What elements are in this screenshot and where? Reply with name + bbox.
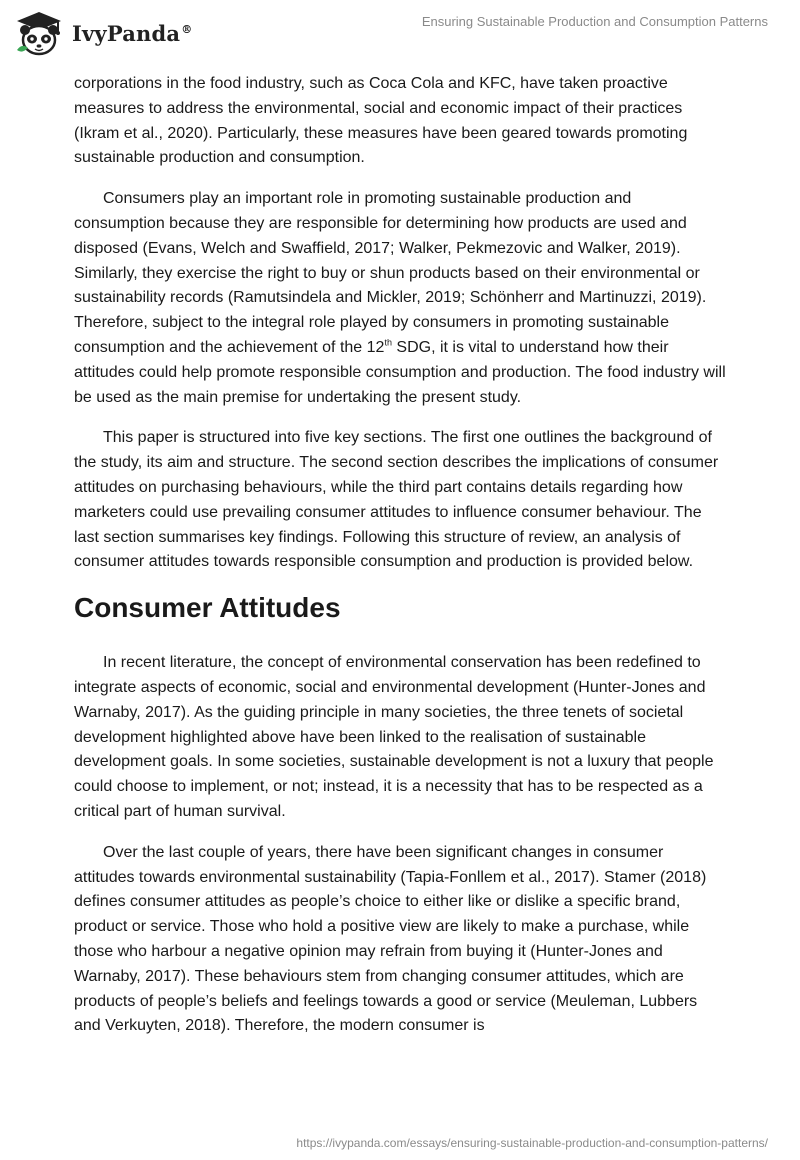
page-header	[0, 0, 800, 70]
source-url-link[interactable]: https://ivypanda.com/essays/ensuring-sustainable-production-and-consumption-patterns/	[296, 1136, 768, 1150]
site-logo[interactable]	[14, 10, 192, 56]
ordinal-suffix: th	[384, 337, 392, 348]
paragraph-1: corporations in the food industry, such as Coca Cola and KFC, have taken proactive measures to address the environmental, social and economic impact of their practices (Ikram et al., 2020). Particularly, these measures have been geared towards promoting sustainable production and consumption.	[74, 75, 688, 167]
paragraph-5: Over the last couple of years, there have been significant changes in consumer attitudes towards environmental sustainability (Tapia-Fonllem et al., 2017). Stamer (2018) defines consumer attitudes as people’s choice to either like or dislike a specific brand, product or service. Those who hold a positive view are likely to make a purchase, while those who harbour a negative opinion may refrain from buying it (Hunter-Jones and Warnaby, 2017). These behaviours stem from changing consumer attitudes, which are products of people’s beliefs and feelings towards a good or service (Meuleman, Lubbers and Verkuyten, 2018). Therefore, the modern consumer is	[74, 843, 707, 1035]
paragraph-4: In recent literature, the concept of environmental conservation has been redefined to integrate aspects of economic, social and environmental development (Hunter-Jones and Warnaby, 2017). As the guiding principle in many societies, the three tenets of societal development highlighted above have been linked to the realisation of sustainable development goals. In some societies, sustainable development is not a luxury that people could choose to implement, or not; instead, it is a necessity that has to be respected as a critical part of human survival.	[74, 654, 714, 820]
panda-graduation-cap-icon	[14, 10, 64, 56]
essay-body	[74, 72, 726, 1055]
registered-mark: ®	[181, 22, 193, 36]
paragraph-3: This paper is structured into five key sections. The first one outlines the background of the study, its aim and structure. The second section describes the implications of consumer attitudes on purchasing behaviours, while the third part contains details regarding how marketers could use prevailing consumer attitudes to influence consumer behaviour. The last section summarises key findings. Following this structure of review, an analysis of consumer attitudes towards responsible consumption and production is provided below.	[74, 429, 719, 571]
document-title: Ensuring Sustainable Production and Consumption Patterns	[421, 14, 768, 29]
section-heading: Consumer Attitudes	[74, 592, 341, 624]
logo-text: IvyPanda®	[72, 20, 193, 46]
paragraph-2: Consumers play an important role in promoting sustainable production and consumption because they are responsible for determining how products are used and disposed (Evans, Welch and Swaffield, 2017; Walker, Pekmezovic and Walker, 2019). Similarly, they exercise the right to buy or shun products based on their environmental or sustainability records (Ramutsindela and Mickler, 2019; Schönherr and Martinuzzi, 2019). Therefore, subject to the integral role played by consumers in promoting sustainable consumption and the achievement of the 12th SDG, it is vital to understand how their attitudes could help promote responsible consumption and production. The food industry will be used as the main premise for undertaking the present study.	[74, 190, 726, 406]
